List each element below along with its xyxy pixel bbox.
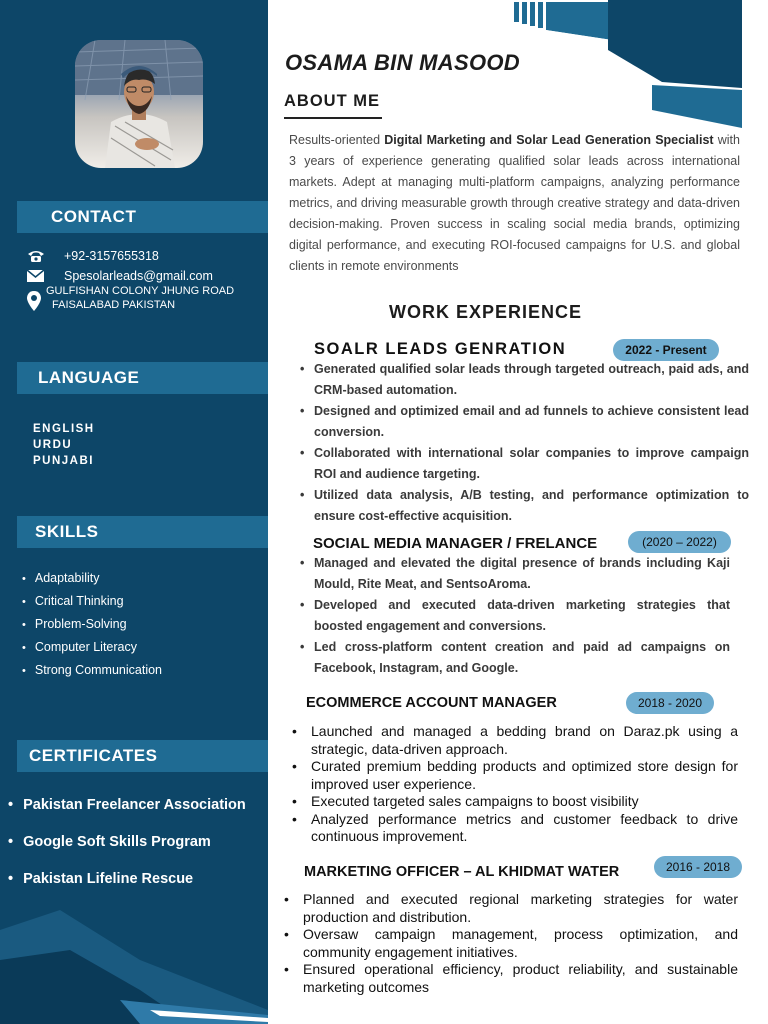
job-title: SOALR LEADS GENRATION	[314, 340, 567, 358]
date-badge: 2016 - 2018	[654, 856, 742, 878]
sidebar	[0, 0, 268, 1024]
phone-row	[26, 248, 159, 264]
skill-item: • Strong Communication	[22, 660, 162, 683]
certificates-list	[8, 794, 246, 905]
job-bullet: • Developed and executed data-driven marketing strategies that boosted engagement and conversions.	[300, 595, 730, 637]
job-bullet: • Ensured operational efficiency, product reliability, and sustainable marketing outcomes	[284, 961, 738, 996]
about-text-highlight: Digital Marketing and Solar Lead Generation Specialist	[384, 133, 714, 147]
skill-item: • Problem-Solving	[22, 614, 162, 637]
job-title: SOCIAL MEDIA MANAGER / FRELANCE	[313, 535, 598, 552]
job-bullet: • Managed and elevated the digital presence of brands including Kaji Mould, Rite Meat, and SentsoAroma.	[300, 553, 730, 595]
date-badge: 2018 - 2020	[626, 692, 714, 714]
job-bullets	[300, 359, 749, 527]
divider	[284, 117, 382, 119]
person-icon	[75, 40, 203, 168]
email-address[interactable]: Spesolarleads@gmail.com	[64, 269, 213, 283]
email-row	[26, 268, 213, 284]
job-bullet: • Oversaw campaign management, process optimization, and community engagement initiatives.	[284, 926, 738, 961]
address	[46, 284, 234, 312]
language-item: URDU	[33, 439, 73, 451]
skills-list	[22, 568, 162, 683]
job-bullet: • Analyzed performance metrics and customer feedback to drive continuous improvement.	[292, 811, 738, 846]
job-bullet: • Planned and executed regional marketing strategies for water production and distribution.	[284, 891, 738, 926]
job-bullet: • Utilized data analysis, A/B testing, and performance optimization to ensure cost-effective acquisition.	[300, 485, 749, 527]
about-text	[289, 130, 740, 277]
certificate-item: • Pakistan Lifeline Rescue	[8, 868, 246, 905]
job-bullet: • Generated qualified solar leads through targeted outreach, paid ads, and CRM-based automation.	[300, 359, 749, 401]
job-bullet: • Collaborated with international solar companies to improve campaign ROI and audience targeting.	[300, 443, 749, 485]
job-bullet: • Launched and managed a bedding brand on Daraz.pk using a strategic, data-driven approach.	[292, 723, 738, 758]
about-text-part: Results-oriented	[289, 133, 385, 147]
skills-heading: SKILLS	[17, 516, 268, 548]
decorative-shape	[512, 0, 768, 130]
contact-heading: CONTACT	[17, 201, 268, 233]
job-title: ECOMMERCE ACCOUNT MANAGER	[306, 695, 557, 711]
certificates-heading: CERTIFICATES	[17, 740, 268, 772]
phone-icon	[26, 248, 46, 264]
address-line-1: GULFISHAN COLONY JHUNG ROAD	[46, 285, 235, 297]
skill-item: • Adaptability	[22, 568, 162, 591]
profile-photo	[75, 40, 203, 168]
skill-item: • Critical Thinking	[22, 591, 162, 614]
address-line-2: FAISALABAD PAKISTAN	[52, 299, 176, 311]
job-bullet: • Led cross-platform content creation and paid ad campaigns on Facebook, Instagram, and Google.	[300, 637, 730, 679]
certificate-item: • Google Soft Skills Program	[8, 831, 246, 868]
job-bullet: • Executed targeted sales campaigns to boost visibility	[292, 793, 738, 811]
language-list	[33, 421, 95, 469]
email-icon	[26, 268, 46, 284]
work-experience-heading: WORK EXPERIENCE	[389, 302, 583, 322]
location-icon	[26, 290, 42, 317]
language-item: ENGLISH	[33, 423, 95, 435]
candidate-name: OSAMA BIN MASOOD	[285, 50, 520, 75]
language-heading: LANGUAGE	[17, 362, 268, 394]
about-heading: ABOUT ME	[284, 92, 380, 110]
job-bullets	[292, 723, 738, 846]
job-bullets	[300, 553, 730, 679]
about-text-part: with 3 years of experience generating qualified solar leads across international markets. Adept at managing multi-platform campaigns, analyzing performance metrics, and driving measurable growth through creative strategy and data-driven decision-making. Proven success in scaling social media brands, optimizing digital performance, and executing ROI-focused campaigns for U.S. and global clients in remote environments	[289, 133, 740, 273]
phone-number[interactable]: +92-3157655318	[64, 249, 159, 263]
job-title: MARKETING OFFICER – AL KHIDMAT WATER	[304, 864, 620, 880]
certificate-item: • Pakistan Freelancer Association	[8, 794, 246, 831]
date-badge: (2020 – 2022)	[628, 531, 731, 553]
job-bullet: • Designed and optimized email and ad funnels to achieve consistent lead conversion.	[300, 401, 749, 443]
job-bullets	[284, 891, 738, 996]
language-item: PUNJABI	[33, 455, 94, 467]
job-bullet: • Curated premium bedding products and optimized store design for improved user experience.	[292, 758, 738, 793]
skill-item: • Computer Literacy	[22, 637, 162, 660]
date-badge: 2022 - Present	[613, 339, 719, 361]
